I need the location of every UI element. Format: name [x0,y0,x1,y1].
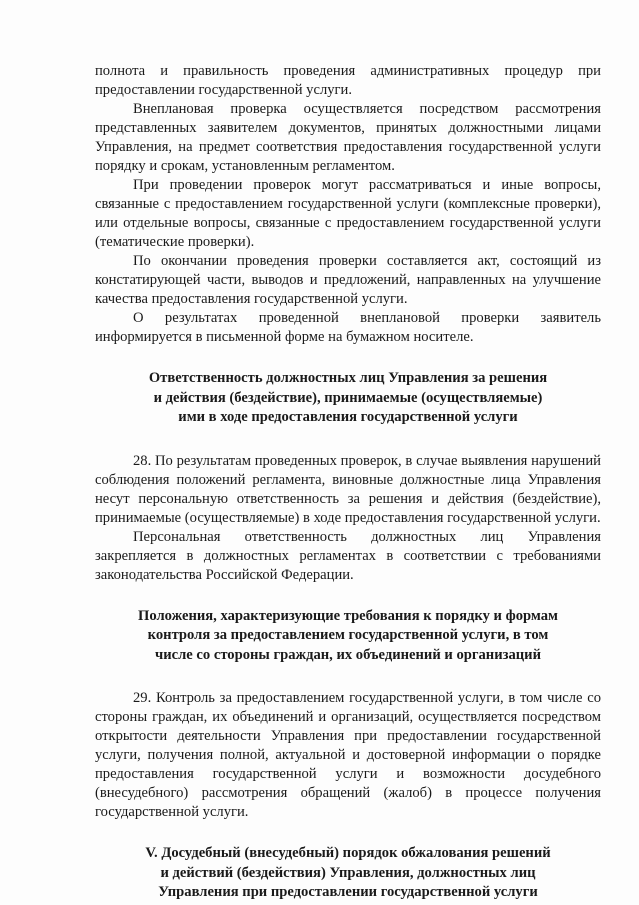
spacer [95,428,601,452]
paragraph-29: 29. Контроль за предоставлением государственной услуги, в том числе со стороны граждан, их объединений и организаций, осуществляется посредством открытости деятельности Управления при предоставлении государственной услуги, получения полной, актуальной и достоверной информации о порядке предоставления государственной услуги и возможности досудебного (внесудебного) рассмотрения обращений (жалоб) в процессе получения государственной услуги. [95,690,601,820]
paragraph-personal-responsibility: Персональная ответственность должностных лиц Управления закрепляется в должностных регламентах в соответствии с требованиями законодательства Российской Федерации. [95,528,601,583]
spacer [95,585,601,607]
paragraph-check-result-notice: О результатах проведенной внеплановой проверки заявитель информируется в письменной форме на бумажном носителе. [95,310,601,345]
heading-line: и действия (бездействие), принимаемые (осуществляемые) [153,389,543,406]
heading-line: V. Досудебный (внесудебный) порядок обжалования решений [145,845,551,861]
document-body [95,62,601,903]
spacer [95,822,601,844]
heading-line: Управления при предоставлении государственной услуги [158,884,538,900]
heading-appeal [95,844,601,903]
heading-line: числе со стороны граждан, их объединений и организаций [154,646,541,663]
paragraph-28: 28. По результатам проведенных проверок, в случае выявления нарушений соблюдения положений регламента, виновные должностные лица Управления несут персональную ответственность за решения и действия (бездействие), принимаемые (осуществляемые) в ходе предоставления государственной услуги. [95,452,601,526]
heading-line: и действий (бездействия) Управления, должностных лиц [160,864,536,881]
paragraph-check-act: По окончании проведения проверки составляется акт, состоящий из констатирующей части, выводов и предложений, направленных на улучшение качества предоставления государственной услуги. [95,253,601,307]
spacer [95,347,601,369]
heading-line: Положения, характеризующие требования к порядку и формам [138,607,558,624]
heading-control [95,607,601,666]
paragraph-unscheduled-check: Внеплановая проверка осуществляется посредством рассмотрения представленных заявителем документов, принятых должностными лицами Управления, на предмет соответствия предоставления государственной услуги порядку и срокам, установленным регламентом. [95,101,601,174]
paragraph-intro-continuation: полнота и правильность проведения административных процедур при предоставлении государственной услуги. [95,63,601,98]
heading-responsibility [95,369,601,428]
heading-line: ими в ходе предоставления государственной услуги [178,409,518,425]
heading-line: Ответственность должностных лиц Управления за решения [148,370,548,386]
paragraph-check-questions: При проведении проверок могут рассматриваться и иные вопросы, связанные с предоставлением государственной услуги (комплексные проверки), или отдельные вопросы, связанные с предоставлением государственной услуги (тематические проверки). [95,177,601,250]
heading-line: контроля за предоставлением государственной услуги, в том [147,627,549,643]
spacer [95,665,601,689]
